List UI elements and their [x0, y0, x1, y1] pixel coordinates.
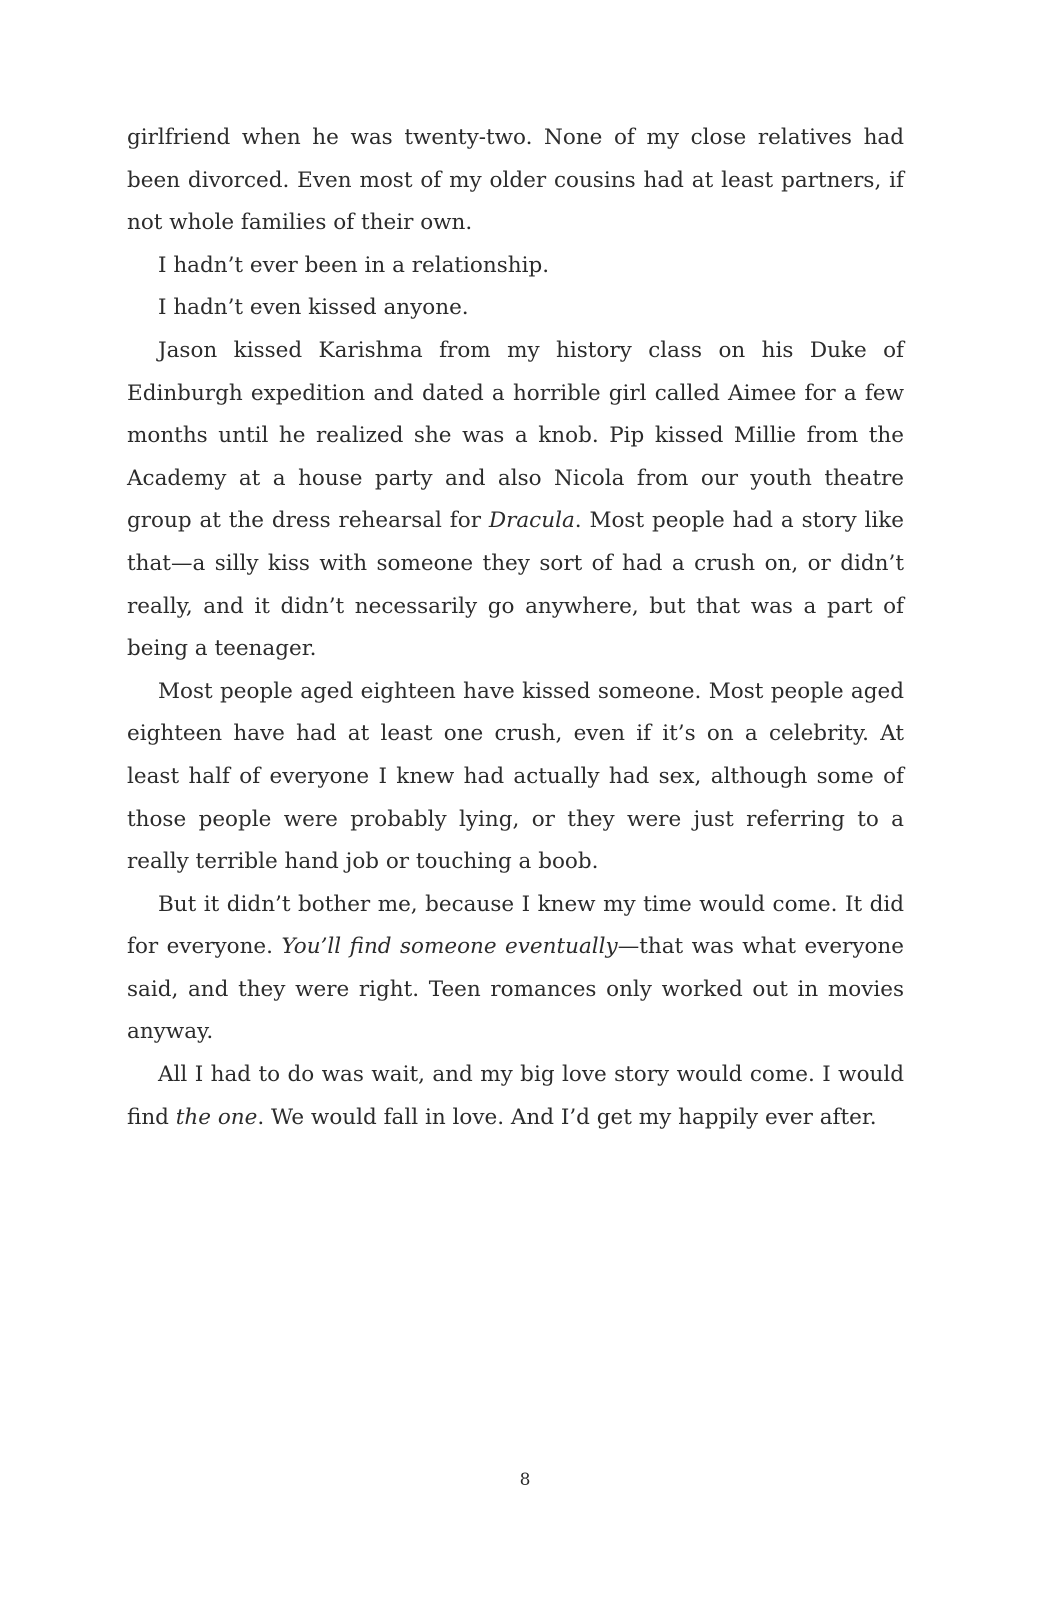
paragraph-4-italic-title: Dracula: [488, 508, 575, 534]
paragraph-6: [127, 884, 904, 1054]
paragraph-1: [127, 117, 904, 245]
paragraph-7-italic-emphasis: the one: [175, 1104, 258, 1130]
page-number: 8: [519, 1470, 531, 1490]
paragraph-4-text-b: . Most people had a story like that—a silly kiss with someone they sort of had a crush on, or didn’t really, and it didn’t necessarily go anywhere, but that was a part of being a teenager.: [127, 508, 904, 662]
book-page-body: [127, 117, 904, 1139]
paragraph-2: [127, 245, 904, 288]
paragraph-6-text-a: But it didn’t bother me, because I knew my time would come. It did for everyone.: [127, 891, 904, 960]
paragraph-2-text: I hadn’t ever been in a relationship.: [158, 252, 550, 278]
paragraph-7: [127, 1054, 904, 1139]
paragraph-7-text-a: All I had to do was wait, and my big love story would come. I would find: [127, 1062, 904, 1130]
paragraph-7-text-b: . We would fall in love. And I’d get my happily ever after.: [257, 1104, 877, 1130]
paragraph-5-text: Most people aged eighteen have kissed someone. Most people aged eighteen have had at least one crush, even if it’s on a celebrity. At least half of everyone I knew had actually had sex, although some of those people were probably lying, or they were just referring to a really terrible hand job or touching a boob.: [127, 678, 904, 875]
paragraph-5: [127, 671, 904, 884]
paragraph-3-text: I hadn’t even kissed anyone.: [158, 295, 469, 321]
paragraph-4-text-a: Jason kissed Karishma from my history class on his Duke of Edinburgh expedition and dated a horrible girl called Aimee for a few months until he realized she was a knob. Pip kissed Millie from the Academy at a house party and also Nicola from our youth theatre group at the dress rehearsal for: [127, 337, 904, 534]
paragraph-6-text-b: —that was what everyone said, and they were right. Teen romances only worked out in movies anyway.: [127, 934, 904, 1045]
paragraph-6-italic-quote: You’ll find someone eventually: [281, 934, 618, 960]
paragraph-4: [127, 330, 904, 671]
paragraph-1-text: girlfriend when he was twenty-two. None of my close relatives had been divorced. Even most of my older cousins had at least partners, if not whole families of their own.: [127, 125, 904, 236]
paragraph-3: [127, 287, 904, 330]
